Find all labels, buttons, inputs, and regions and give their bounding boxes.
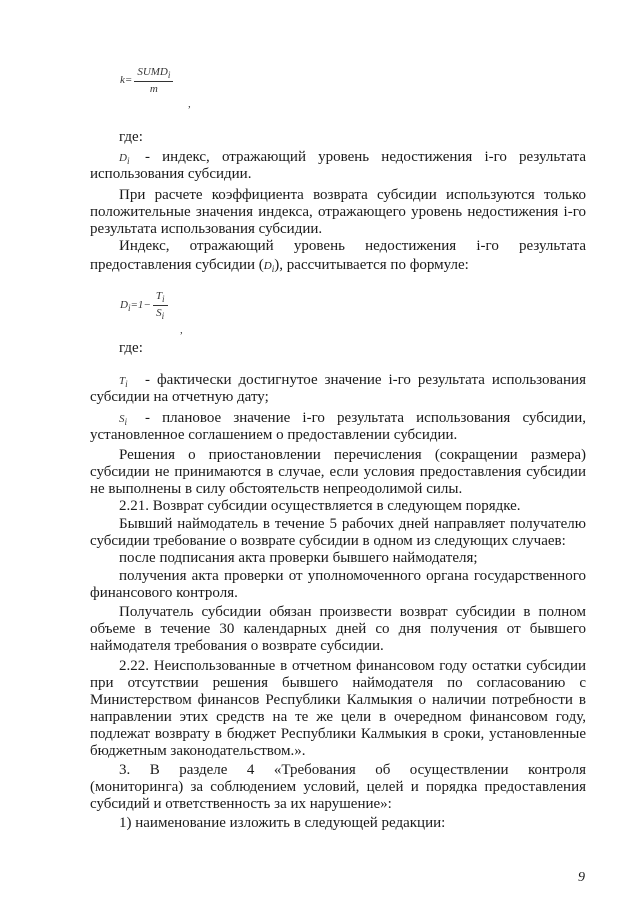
formula-d-lhs: $D_i$: [120, 299, 131, 314]
paragraph-8-line-1: Получатель субсидии обязан произвести возврат субсидии в полном: [119, 604, 586, 620]
paragraph-7-line-2: финансового контроля.: [90, 585, 238, 601]
formula-k-numerator-sub: i: [167, 70, 171, 81]
where-label-1: где:: [119, 129, 143, 145]
s-definition-line-2: установленное соглашением о предоставлении субсидии.: [90, 427, 458, 443]
paragraph-1-line-2: положительные значения индекса, отражающего уровень недостижения i-го: [90, 204, 586, 220]
page-number: 9: [578, 870, 585, 885]
formula-d-eq: =1−: [130, 299, 151, 312]
s-symbol: $S_i$: [119, 413, 128, 428]
paragraph-10-line-2: (мониторинга) за соблюдением условий, целей и порядка предоставления: [90, 779, 586, 795]
paragraph-1-line-3: результата использования субсидии.: [90, 221, 323, 237]
paragraph-9-line-6: бюджетным законодательством.».: [90, 743, 306, 759]
paragraph-10-line-1: 3. В разделе 4 «Требования об осуществлении контроля: [119, 762, 586, 778]
paragraph-3-line-3: не выполнены в силу обстоятельств непреодолимой силы.: [90, 481, 463, 497]
paragraph-2-line-2: [90, 257, 586, 278]
formula-d: [120, 290, 168, 321]
paragraph-6-line-1: после подписания акта проверки бывшего наймодателя;: [119, 550, 478, 566]
formula-d-numerator: T: [155, 290, 162, 302]
formula-k-fraction: [134, 66, 173, 95]
paragraph-3-line-2: субсидии не принимаются в случае, если условия предоставления субсидии: [90, 464, 586, 480]
paragraph-10-line-3: субсидий и ответственность за их нарушение»:: [90, 796, 392, 812]
paragraph-2-text-a: предоставления субсидии (: [90, 257, 264, 273]
paragraph-9-line-3: Министерством финансов Республики Калмыкия о наличии потребности в: [90, 692, 586, 708]
formula-d-denominator-sub: i: [161, 311, 165, 322]
d-inline-symbol: $D_i$: [263, 260, 275, 275]
d-definition-text: - индекс, отражающий уровень недостижения i-го результата: [145, 149, 586, 165]
t-definition-line-2: субсидии на отчетную дату;: [90, 389, 269, 405]
formula-d-denominator: S: [156, 307, 162, 320]
paragraph-5-line-2: субсидии требование о возврате субсидии в одном из следующих случаев:: [90, 533, 566, 549]
formula-k-denominator: m: [149, 83, 158, 96]
d-symbol: $D_i$: [119, 152, 130, 167]
paragraph-9-line-4: направлении этих средств на те же цели в очередном финансовом году,: [90, 709, 586, 725]
paragraph-2-line-1: Индекс, отражающий уровень недостижения i-го результата: [119, 238, 586, 254]
paragraph-9-line-5: подлежат возврату в бюджет Республики Калмыкия в сроки, установленные: [90, 726, 586, 742]
formula-k: [120, 66, 173, 95]
paragraph-5-line-1: Бывший наймодатель в течение 5 рабочих дней направляет получателю: [119, 516, 586, 532]
t-definition-text: - фактически достигнутое значение i-го результата использования: [145, 372, 586, 388]
formula-k-trailing-comma: ,: [188, 98, 191, 110]
formula-d-trailing-comma: ,: [180, 324, 183, 336]
formula-k-numerator: SUMD: [137, 66, 168, 78]
where-label-2: где:: [119, 340, 143, 356]
formula-d-fraction: [153, 290, 168, 321]
paragraph-9-line-2: при отсутствии решения бывшего наймодателя по согласованию с: [90, 675, 586, 691]
paragraph-3-line-1: Решения о приостановлении перечисления (сокращении размера): [119, 447, 586, 463]
paragraph-11-line-1: 1) наименование изложить в следующей редакции:: [119, 815, 446, 831]
formula-d-numerator-sub: i: [161, 294, 165, 305]
paragraph-1-line-1: При расчете коэффициента возврата субсидии используются только: [119, 187, 586, 203]
paragraph-8-line-2: объеме в течение 30 календарных дней со дня получения от бывшего: [90, 621, 586, 637]
paragraph-9-line-1: 2.22. Неиспользованные в отчетном финансовом году остатки субсидии: [119, 658, 586, 674]
formula-k-lhs: k=: [120, 74, 133, 87]
paragraph-7-line-1: получения акта проверки от уполномоченного органа государственного: [119, 568, 586, 584]
paragraph-4-line-1: 2.21. Возврат субсидии осуществляется в следующем порядке.: [119, 498, 521, 514]
s-definition-text: - плановое значение i-го результата использования субсидии,: [145, 410, 586, 426]
d-definition-line-2: использования субсидии.: [90, 166, 252, 182]
paragraph-8-line-3: наймодателя требования о возврате субсидии.: [90, 638, 384, 654]
t-symbol: $T_i$: [119, 375, 128, 390]
paragraph-2-text-b: ), рассчитывается по формуле:: [274, 257, 469, 273]
